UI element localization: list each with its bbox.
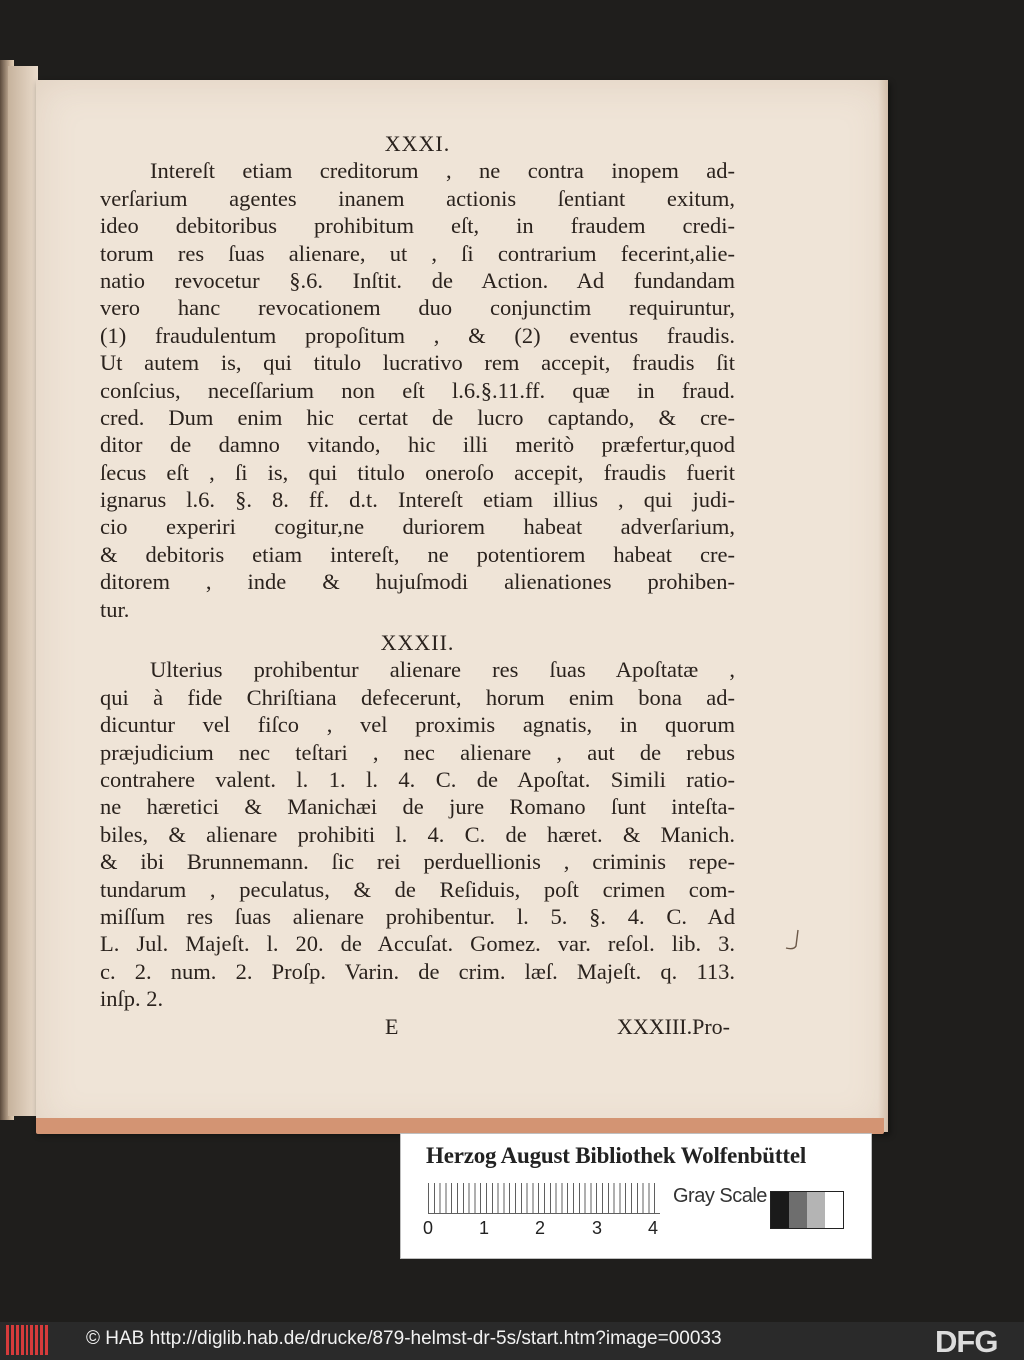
library-name: Herzog August Bibliothek Wolfenbüttel [426, 1143, 807, 1168]
text-line: vero hanc revocationem duo conjunctim requiruntur, [100, 295, 735, 321]
text-line: ditorem , inde & hujuſmodi alienationes prohiben- [100, 569, 735, 595]
paragraph-xxxii [100, 656, 735, 1012]
ruler-number: 2 [535, 1218, 546, 1238]
text-line: Ulterius prohibentur alienare res ſuas Apoſtatæ , [150, 657, 735, 683]
previous-page-edge [8, 66, 38, 1116]
text-line: (1) fraudulentum propoſitum , & (2) eventus fraudis. [100, 322, 735, 348]
text-line: Intereſt etiam creditorum , ne contra inopem ad- [150, 158, 735, 184]
gray-patch [789, 1192, 807, 1228]
text-line: & debitoris etiam intereſt, ne potentiorem habeat cre- [100, 541, 735, 567]
text-line: miſſum res ſuas alienare prohibentur. l. 5. §. 4. C. Ad [100, 903, 735, 929]
text-line: torum res ſuas alienare, ut , ſi contrarium fecerint,alie- [100, 240, 735, 266]
signature-mark: E [385, 1014, 399, 1039]
ruler-number: 4 [648, 1218, 659, 1238]
text-line: tundarum , peculatus, & de Reſiduis, poſt crimen com- [100, 876, 735, 902]
section-heading-xxxii: XXXII. [380, 630, 455, 656]
text-line: cred. Dum enim hic certat de lucro captando, & cre- [100, 404, 735, 430]
page-text [100, 130, 735, 1013]
section-heading-xxxi: XXXI. [384, 131, 451, 156]
text-line: qui à fide Chriſtiana defecerunt, horum enim bona ad- [100, 684, 735, 710]
ruler-number: 1 [479, 1218, 490, 1238]
text-line: dicuntur vel fiſco , vel proximis agnatis, in quorum [100, 712, 735, 738]
text-line: ideo debitoribus prohibitum eſt, in fraudem credi- [100, 213, 735, 239]
text-line: natio revocetur §.6. Inſtit. de Action. Ad fundandam [100, 267, 735, 293]
text-line: & ibi Brunnemann. ſic rei perduellionis , criminis repe- [100, 849, 735, 875]
gray-patch [771, 1192, 789, 1228]
text-line: tur. [100, 596, 130, 622]
gray-patch [825, 1192, 843, 1228]
text-line: c. 2. num. 2. Proſp. Varin. de crim. læſ. Majeſt. q. 113. [100, 958, 735, 984]
text-line: contrahere valent. l. 1. l. 4. C. de Apoſtat. Simili ratio- [100, 767, 735, 793]
paragraph-xxxi [100, 157, 735, 623]
ruler-number: 3 [592, 1218, 603, 1238]
text-line: verſarium agentes inanem actionis ſentiant exitum, [100, 185, 735, 211]
text-line: conſcius, neceſſarium non eſt l.6.§.11.ff. quæ in fraud. [100, 377, 735, 403]
page-bottom-edge [36, 1118, 884, 1134]
text-line: præjudicium nec teſtari , nec alienare , aut de rebus [100, 739, 735, 765]
dfg-logo[interactable]: DFG [935, 1324, 998, 1359]
text-line: Ut autem is, qui titulo lucrativo rem accepit, fraudis ſit [100, 350, 735, 376]
gray-patch [807, 1192, 825, 1228]
text-line: cio experiri cogitur,ne duriorem habeat adverſarium, [100, 514, 735, 540]
pencil-mark-icon [784, 928, 808, 954]
gray-scale-label: Gray Scale [673, 1185, 767, 1207]
text-line: biles, & alienare prohibiti l. 4. C. de hæret. & Manich. [100, 821, 735, 847]
hab-logo-icon[interactable] [6, 1325, 48, 1355]
ruler-scale [428, 1183, 660, 1214]
page-footer-marks [385, 1014, 730, 1042]
text-line: ditor de damno vitando, hic illi meritò præfertur,quod [100, 432, 735, 458]
gray-scale-swatch [770, 1191, 844, 1229]
copyright-url[interactable]: © HAB http://diglib.hab.de/drucke/879-helmst-dr-5s/start.htm?image=00033 [86, 1328, 722, 1349]
text-line: inſp. 2. [100, 986, 164, 1012]
text-line: L. Jul. Majeſt. l. 20. de Accuſat. Gomez. var. reſol. lib. 3. [100, 931, 735, 957]
text-line: ignarus l.6. §. 8. ff. d.t. Intereſt etiam illius , qui judi- [100, 487, 735, 513]
ruler-number: 0 [423, 1218, 434, 1238]
text-line: ſecus eſt , ſi is, qui titulo oneroſo accepit, fraudis fuerit [100, 459, 735, 485]
text-line: ne hæretici & Manichæi de jure Romano ſunt inteſta- [100, 794, 735, 820]
catchword: XXXIII.Pro- [616, 1014, 730, 1039]
